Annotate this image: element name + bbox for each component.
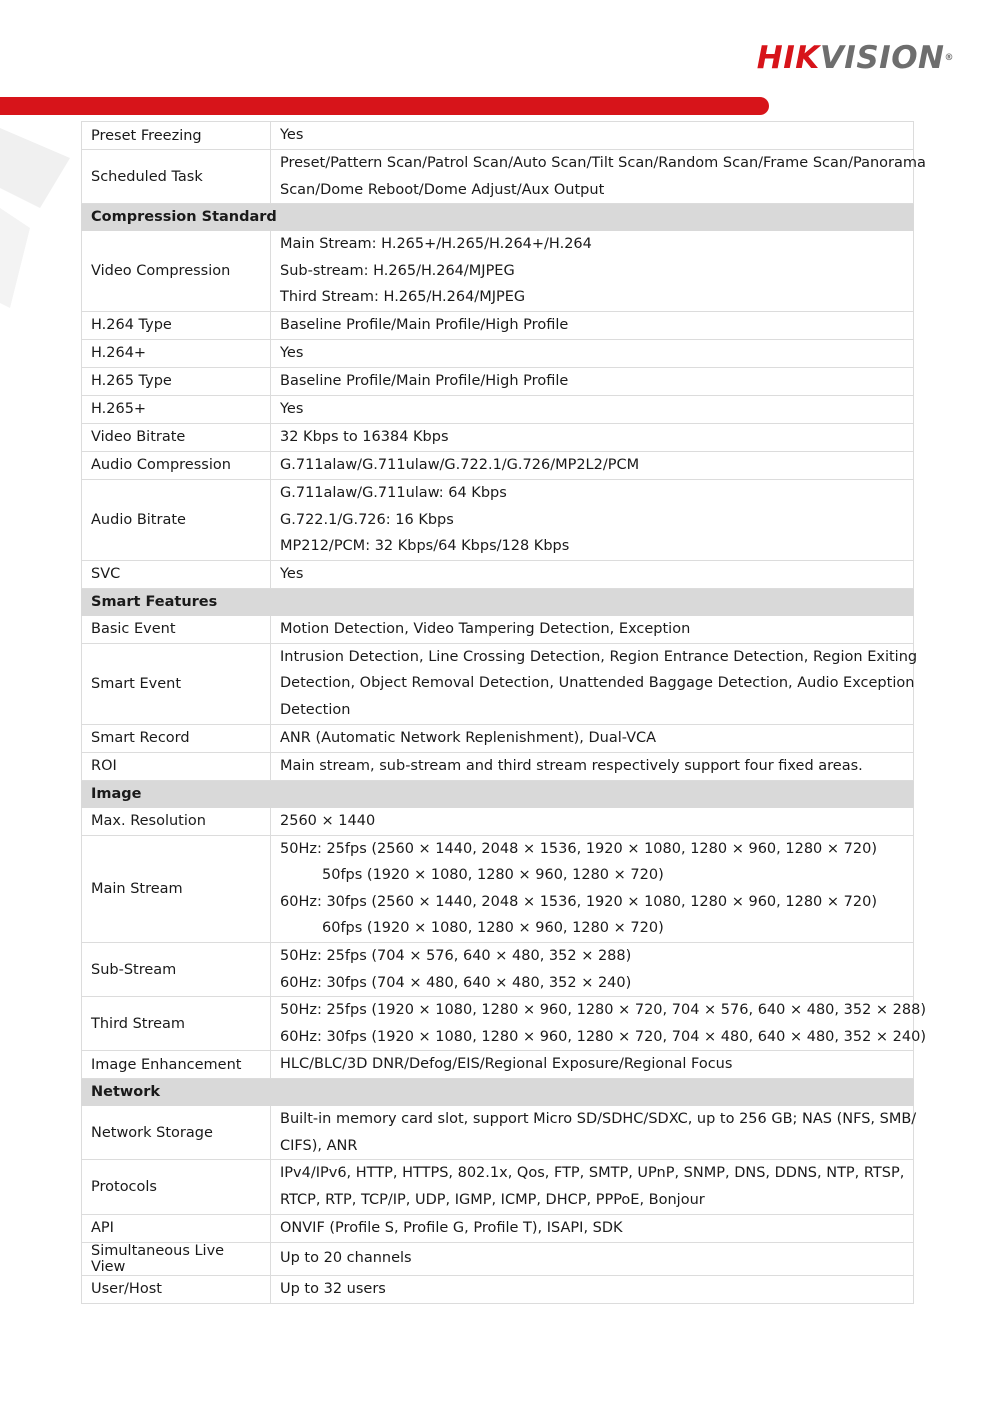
spec-label: Smart Record	[82, 724, 271, 752]
spec-label: Video Compression	[82, 231, 271, 312]
spec-value-line: Sub-stream: H.265/H.264/MJPEG	[280, 262, 515, 279]
spec-value-line: G.711alaw/G.711ulaw: 64 Kbps	[280, 484, 507, 501]
spec-value-line: 50Hz: 25fps (1920 × 1080, 1280 × 960, 1280 × 720, 704 × 576, 640 × 480, 352 × 288)	[280, 1002, 927, 1019]
spec-label: Video Bitrate	[82, 423, 271, 451]
section-header-row	[82, 1079, 914, 1106]
section-header-row	[82, 780, 914, 807]
spec-label: ROI	[82, 752, 271, 780]
table-row	[82, 1051, 914, 1079]
spec-value-line: Baseline Profile/Main Profile/High Profile	[280, 373, 569, 390]
spec-value-line: Built-in memory card slot, support Micro SD/SDHC/SDXC, up to 256 GB; NAS (NFS, SMB/	[280, 1111, 917, 1128]
spec-value	[271, 615, 914, 643]
spec-value-line: Baseline Profile/Main Profile/High Profile	[280, 317, 569, 334]
spec-value	[271, 1051, 914, 1079]
spec-value-line: RTCP, RTP, TCP/IP, UDP, IGMP, ICMP, DHCP, PPPoE, Bonjour	[280, 1192, 705, 1209]
table-row	[82, 615, 914, 643]
spec-value-line: Yes	[280, 401, 304, 418]
spec-label: Max. Resolution	[82, 807, 271, 835]
section-header-row	[82, 588, 914, 615]
spec-value-line: Up to 20 channels	[280, 1250, 412, 1267]
spec-label: H.264+	[82, 339, 271, 367]
spec-value	[271, 1275, 914, 1303]
spec-value-line: Up to 32 users	[280, 1280, 386, 1297]
spec-value-line: Detection	[280, 701, 351, 718]
spec-label: Sub-Stream	[82, 942, 271, 996]
logo-text-red: HIK	[756, 40, 820, 76]
spec-label: Third Stream	[82, 997, 271, 1051]
section-title: Image	[82, 780, 914, 807]
table-row	[82, 451, 914, 479]
table-row	[82, 560, 914, 588]
spec-value	[271, 1214, 914, 1242]
spec-value-line: HLC/BLC/3D DNR/Defog/EIS/Regional Exposure/Regional Focus	[280, 1056, 733, 1073]
table-row	[82, 423, 914, 451]
spec-value-line: 60Hz: 30fps (1920 × 1080, 1280 × 960, 1280 × 720, 704 × 480, 640 × 480, 352 × 240)	[280, 1028, 927, 1045]
spec-value	[271, 367, 914, 395]
spec-value	[271, 479, 914, 560]
spec-label: Scheduled Task	[82, 150, 271, 204]
spec-value	[271, 560, 914, 588]
spec-label: H.265+	[82, 395, 271, 423]
spec-label: Audio Compression	[82, 451, 271, 479]
spec-value-line: 60Hz: 30fps (704 × 480, 640 × 480, 352 × 240)	[280, 974, 632, 991]
spec-label: H.265 Type	[82, 367, 271, 395]
spec-label: Main Stream	[82, 835, 271, 942]
spec-value-line: 60Hz: 30fps (2560 × 1440, 2048 × 1536, 1920 × 1080, 1280 × 960, 1280 × 720)	[280, 893, 877, 910]
spec-value-line: ANR (Automatic Network Replenishment), Dual-VCA	[280, 729, 657, 746]
logo-text-gray: VISION	[819, 40, 945, 76]
spec-value-line: Yes	[280, 345, 304, 362]
spec-value	[271, 339, 914, 367]
spec-value	[271, 231, 914, 312]
spec-value	[271, 835, 914, 942]
table-row	[82, 150, 914, 204]
spec-value	[271, 1106, 917, 1160]
spec-label: Basic Event	[82, 615, 271, 643]
spec-value-line: IPv4/IPv6, HTTP, HTTPS, 802.1x, Qos, FTP, SMTP, UPnP, SNMP, DNS, DDNS, NTP, RTSP,	[280, 1165, 905, 1182]
spec-value	[271, 643, 918, 724]
spec-value-line: Main stream, sub-stream and third stream respectively support four fixed areas.	[280, 757, 863, 774]
spec-label: Image Enhancement	[82, 1051, 271, 1079]
spec-value-line: ONVIF (Profile S, Profile G, Profile T), ISAPI, SDK	[280, 1219, 623, 1236]
spec-value	[271, 395, 914, 423]
spec-value-line: 50Hz: 25fps (2560 × 1440, 2048 × 1536, 1920 × 1080, 1280 × 960, 1280 × 720)	[280, 840, 877, 857]
spec-value-line: MP212/PCM: 32 Kbps/64 Kbps/128 Kbps	[280, 538, 570, 555]
table-row	[82, 231, 914, 312]
table-row	[82, 997, 914, 1051]
spec-label: H.264 Type	[82, 311, 271, 339]
table-row	[82, 643, 914, 724]
spec-value	[271, 311, 914, 339]
spec-value-line: 32 Kbps to 16384 Kbps	[280, 429, 449, 446]
spec-value	[271, 150, 926, 204]
spec-label: Preset Freezing	[82, 122, 271, 150]
spec-value	[271, 807, 914, 835]
table-row	[82, 479, 914, 560]
registered-mark: ®	[944, 53, 954, 63]
spec-value	[271, 942, 914, 996]
spec-value-line: Scan/Dome Reboot/Dome Adjust/Aux Output	[280, 181, 605, 198]
background-watermark	[0, 118, 80, 318]
hikvision-logo	[757, 38, 954, 78]
section-title: Compression Standard	[82, 204, 914, 231]
table-row	[82, 122, 914, 150]
spec-value	[271, 997, 927, 1051]
spec-value-line: Yes	[280, 565, 304, 582]
table-row	[82, 311, 914, 339]
spec-value	[271, 451, 914, 479]
spec-label: Smart Event	[82, 643, 271, 724]
spec-table	[81, 121, 927, 1304]
spec-label: Simultaneous Live View	[82, 1242, 271, 1275]
section-header-row	[82, 204, 914, 231]
table-row	[82, 1275, 914, 1303]
spec-value-line: 2560 × 1440	[280, 812, 376, 829]
spec-value-line: Motion Detection, Video Tampering Detection, Exception	[280, 620, 691, 637]
spec-value	[271, 423, 914, 451]
spec-value-line: 60fps (1920 × 1080, 1280 × 960, 1280 × 720)	[322, 920, 664, 937]
spec-value-line: Preset/Pattern Scan/Patrol Scan/Auto Scan/Tilt Scan/Random Scan/Frame Scan/Panorama	[280, 155, 926, 171]
spec-value-line: Yes	[280, 127, 304, 144]
spec-label: API	[82, 1214, 271, 1242]
spec-value	[271, 1160, 914, 1214]
table-row	[82, 395, 914, 423]
table-row	[82, 339, 914, 367]
table-row	[82, 1214, 914, 1242]
table-row	[82, 724, 914, 752]
spec-value-line: Third Stream: H.265/H.264/MJPEG	[280, 289, 526, 306]
section-title: Network	[82, 1079, 914, 1106]
table-row	[82, 835, 914, 942]
spec-value-line: 50Hz: 25fps (704 × 576, 640 × 480, 352 × 288)	[280, 947, 632, 964]
spec-value-line: CIFS), ANR	[280, 1137, 358, 1154]
spec-label: Network Storage	[82, 1106, 271, 1160]
table-row	[82, 1106, 914, 1160]
table-row	[82, 807, 914, 835]
spec-value	[271, 122, 914, 150]
section-title: Smart Features	[82, 588, 914, 615]
spec-label: User/Host	[82, 1275, 271, 1303]
table-row	[82, 752, 914, 780]
spec-value-line: Detection, Object Removal Detection, Unattended Baggage Detection, Audio Exception	[280, 675, 915, 692]
spec-value	[271, 1242, 914, 1275]
header-red-bar	[0, 97, 769, 115]
spec-value	[271, 752, 914, 780]
table-row	[82, 367, 914, 395]
spec-value-line: G.722.1/G.726: 16 Kbps	[280, 511, 454, 528]
spec-value	[271, 724, 914, 752]
spec-label: Protocols	[82, 1160, 271, 1214]
table-row	[82, 1160, 914, 1214]
table-row	[82, 942, 914, 996]
spec-label: SVC	[82, 560, 271, 588]
spec-label: Audio Bitrate	[82, 479, 271, 560]
spec-value-line: Main Stream: H.265+/H.265/H.264+/H.264	[280, 236, 592, 253]
spec-value-line: G.711alaw/G.711ulaw/G.722.1/G.726/MP2L2/PCM	[280, 457, 640, 474]
spec-value-line: Intrusion Detection, Line Crossing Detection, Region Entrance Detection, Region Exiting	[280, 648, 918, 665]
spec-value-line: 50fps (1920 × 1080, 1280 × 960, 1280 × 720)	[322, 867, 664, 884]
table-row	[82, 1242, 914, 1275]
